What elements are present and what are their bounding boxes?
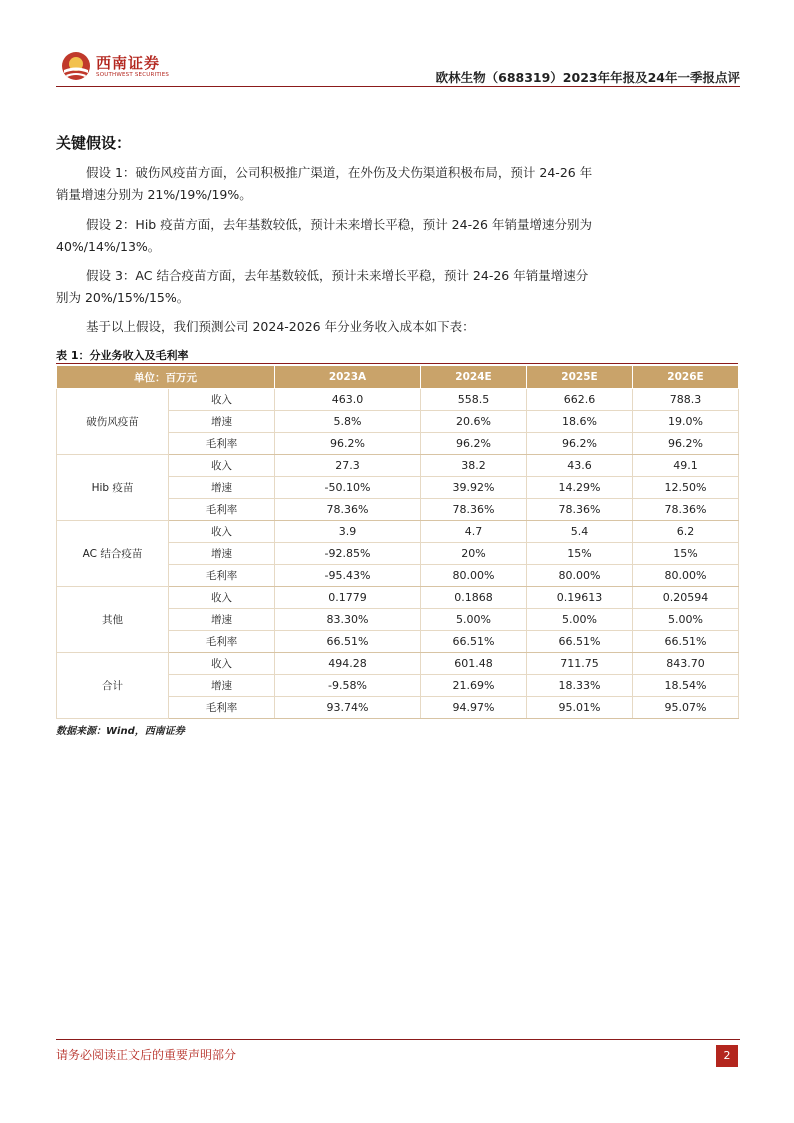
metric-cell: 增速: [169, 543, 275, 565]
report-title: 欧林生物（688319）2023年年报及24年一季报点评: [435, 70, 740, 85]
value-cell: 95.07%: [633, 697, 739, 719]
header-divider: [56, 86, 740, 87]
table-row: [57, 587, 739, 609]
value-cell: 0.1779: [275, 587, 421, 609]
value-cell: 78.36%: [633, 499, 739, 521]
value-cell: 18.6%: [527, 411, 633, 433]
value-cell: 78.36%: [527, 499, 633, 521]
value-cell: 18.54%: [633, 675, 739, 697]
value-cell: 83.30%: [275, 609, 421, 631]
page-number: 2: [716, 1045, 738, 1067]
value-cell: 21.69%: [421, 675, 527, 697]
value-cell: 66.51%: [275, 631, 421, 653]
value-cell: 601.48: [421, 653, 527, 675]
value-cell: 12.50%: [633, 477, 739, 499]
value-cell: 96.2%: [421, 433, 527, 455]
value-cell: 5.00%: [633, 609, 739, 631]
footer-divider: [56, 1039, 740, 1040]
category-cell: 其他: [57, 587, 169, 653]
value-cell: 19.0%: [633, 411, 739, 433]
value-cell: 80.00%: [633, 565, 739, 587]
value-cell: 0.1868: [421, 587, 527, 609]
value-cell: 80.00%: [421, 565, 527, 587]
category-cell: AC 结合疫苗: [57, 521, 169, 587]
logo-english-text: SOUTHWEST SECURITIES: [96, 72, 170, 78]
value-cell: 15%: [633, 543, 739, 565]
value-cell: 15%: [527, 543, 633, 565]
value-cell: 711.75: [527, 653, 633, 675]
year-header: 2026E: [633, 366, 739, 389]
logo-chinese-text: 西南证券: [96, 54, 161, 72]
value-cell: 463.0: [275, 389, 421, 411]
section-title: 关键假设：: [56, 134, 132, 152]
metric-cell: 毛利率: [169, 697, 275, 719]
metric-cell: 增速: [169, 411, 275, 433]
value-cell: 38.2: [421, 455, 527, 477]
value-cell: 78.36%: [275, 499, 421, 521]
value-cell: 66.51%: [421, 631, 527, 653]
metric-cell: 收入: [169, 587, 275, 609]
value-cell: 5.00%: [527, 609, 633, 631]
metric-cell: 毛利率: [169, 499, 275, 521]
forecast-intro-paragraph: 基于以上假设，我们预测公司 2024-2026 年分业务收入成本如下表：: [86, 319, 475, 334]
value-cell: -95.43%: [275, 565, 421, 587]
value-cell: 5.8%: [275, 411, 421, 433]
assumption-3-paragraph: 假设 3：AC 结合疫苗方面，去年基数较低，预计未来增长平稳，预计 24-26 年销量增速分别为 20%/15%/15%。: [56, 268, 589, 305]
value-cell: 3.9: [275, 521, 421, 543]
year-header: 2024E: [421, 366, 527, 389]
value-cell: 96.2%: [275, 433, 421, 455]
value-cell: 558.5: [421, 389, 527, 411]
value-cell: 95.01%: [527, 697, 633, 719]
footer-disclaimer: 请务必阅读正文后的重要声明部分: [56, 1048, 237, 1062]
metric-cell: 毛利率: [169, 565, 275, 587]
metric-cell: 增速: [169, 609, 275, 631]
value-cell: 6.2: [633, 521, 739, 543]
value-cell: 66.51%: [527, 631, 633, 653]
value-cell: 5.00%: [421, 609, 527, 631]
value-cell: 80.00%: [527, 565, 633, 587]
category-cell: 合计: [57, 653, 169, 719]
value-cell: 788.3: [633, 389, 739, 411]
value-cell: 14.29%: [527, 477, 633, 499]
assumption-2-paragraph: 假设 2：Hib 疫苗方面，去年基数较低，预计未来增长平稳，预计 24-26 年销量增速分别为 40%/14%/13%。: [56, 217, 592, 254]
value-cell: 20.6%: [421, 411, 527, 433]
value-cell: 5.4: [527, 521, 633, 543]
metric-cell: 毛利率: [169, 433, 275, 455]
value-cell: 43.6: [527, 455, 633, 477]
company-logo: [56, 46, 196, 86]
value-cell: -9.58%: [275, 675, 421, 697]
value-cell: 66.51%: [633, 631, 739, 653]
metric-cell: 收入: [169, 455, 275, 477]
value-cell: 94.97%: [421, 697, 527, 719]
metric-cell: 收入: [169, 389, 275, 411]
metric-cell: 增速: [169, 477, 275, 499]
value-cell: 39.92%: [421, 477, 527, 499]
value-cell: 18.33%: [527, 675, 633, 697]
value-cell: 93.74%: [275, 697, 421, 719]
category-cell: 破伤风疫苗: [57, 389, 169, 455]
metric-cell: 毛利率: [169, 631, 275, 653]
value-cell: 4.7: [421, 521, 527, 543]
year-header: 2023A: [275, 366, 421, 389]
table-header-row: [57, 366, 739, 389]
value-cell: 662.6: [527, 389, 633, 411]
unit-header: 单位：百万元: [57, 366, 275, 389]
assumption-1-paragraph: 假设 1：破伤风疫苗方面，公司积极推广渠道，在外伤及犬伤渠道积极布局，预计 24-26 年销量增速分别为 21%/19%/19%。: [56, 165, 593, 202]
value-cell: -92.85%: [275, 543, 421, 565]
metric-cell: 收入: [169, 521, 275, 543]
page-header: [56, 44, 740, 88]
value-cell: 494.28: [275, 653, 421, 675]
value-cell: 843.70: [633, 653, 739, 675]
table-row: [57, 455, 739, 477]
value-cell: 0.19613: [527, 587, 633, 609]
value-cell: 78.36%: [421, 499, 527, 521]
table-top-divider: [56, 363, 738, 364]
data-source-note: 数据来源：Wind，西南证券: [56, 726, 185, 737]
table-row: [57, 389, 739, 411]
value-cell: 20%: [421, 543, 527, 565]
metric-cell: 收入: [169, 653, 275, 675]
value-cell: 96.2%: [633, 433, 739, 455]
table-caption: 表 1：分业务收入及毛利率: [56, 349, 189, 362]
table-row: [57, 653, 739, 675]
value-cell: 0.20594: [633, 587, 739, 609]
revenue-margin-table: [56, 365, 739, 719]
value-cell: 27.3: [275, 455, 421, 477]
table-row: [57, 521, 739, 543]
sun-logo-icon: [60, 50, 92, 82]
value-cell: -50.10%: [275, 477, 421, 499]
metric-cell: 增速: [169, 675, 275, 697]
year-header: 2025E: [527, 366, 633, 389]
value-cell: 96.2%: [527, 433, 633, 455]
category-cell: Hib 疫苗: [57, 455, 169, 521]
value-cell: 49.1: [633, 455, 739, 477]
